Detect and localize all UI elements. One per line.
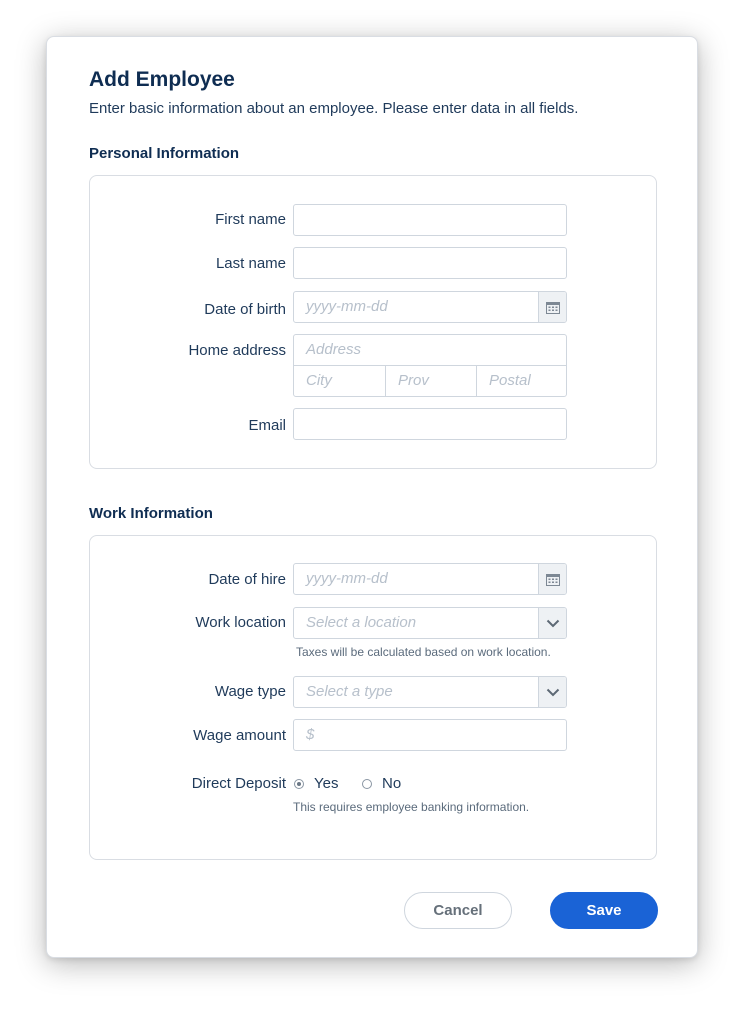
deposit-yes-label[interactable]: Yes xyxy=(314,775,339,792)
chevron-down-icon[interactable] xyxy=(538,677,566,707)
deposit-no-label[interactable]: No xyxy=(382,775,402,792)
first-name-field[interactable] xyxy=(293,204,567,236)
work-panel xyxy=(89,535,657,860)
postal-input[interactable]: Postal xyxy=(476,366,567,396)
dialog-title: Add Employee xyxy=(89,68,235,91)
date-of-hire-field[interactable] xyxy=(293,563,567,595)
work-location-select[interactable] xyxy=(293,607,567,639)
personal-section-title: Personal Information xyxy=(89,145,240,162)
wage-type-placeholder: Select a type xyxy=(306,683,393,700)
last-name-label: Last name xyxy=(215,255,286,272)
email-field[interactable] xyxy=(293,408,567,440)
home-address-label: Home address xyxy=(188,342,286,359)
date-of-hire-label: Date of hire xyxy=(208,571,286,588)
dob-label: Date of birth xyxy=(204,301,286,318)
cancel-button[interactable]: Cancel xyxy=(404,892,512,929)
dob-field[interactable] xyxy=(293,291,567,323)
address-input[interactable]: Address xyxy=(294,335,566,366)
wage-amount-field[interactable]: $ xyxy=(293,719,567,751)
work-section-title: Work Information xyxy=(89,505,213,522)
direct-deposit-help: This requires employee banking information. xyxy=(293,800,530,814)
wage-amount-label: Wage amount xyxy=(193,727,286,744)
personal-panel xyxy=(89,175,657,469)
prov-input[interactable]: Prov xyxy=(385,366,476,396)
work-location-help: Taxes will be calculated based on work location. xyxy=(296,645,551,659)
hire-placeholder: yyyy-mm-dd xyxy=(306,570,388,587)
location-placeholder: Select a location xyxy=(306,614,417,631)
dialog-subtitle: Enter basic information about an employee. Please enter data in all fields. xyxy=(89,100,579,117)
email-label: Email xyxy=(248,417,286,434)
dob-placeholder: yyyy-mm-dd xyxy=(306,298,388,315)
save-button[interactable]: Save xyxy=(550,892,658,929)
home-address-group xyxy=(293,334,567,397)
deposit-no-radio[interactable] xyxy=(362,779,372,789)
first-name-label: First name xyxy=(215,211,286,228)
city-input[interactable]: City xyxy=(306,372,332,389)
wage-type-label: Wage type xyxy=(214,683,286,700)
calendar-icon[interactable] xyxy=(538,564,566,594)
last-name-field[interactable] xyxy=(293,247,567,279)
add-employee-dialog xyxy=(46,36,698,958)
deposit-yes-radio[interactable] xyxy=(294,779,304,789)
work-location-label: Work location xyxy=(195,614,286,631)
direct-deposit-label: Direct Deposit xyxy=(191,775,286,792)
calendar-icon[interactable] xyxy=(538,292,566,322)
wage-type-select[interactable] xyxy=(293,676,567,708)
chevron-down-icon[interactable] xyxy=(538,608,566,638)
